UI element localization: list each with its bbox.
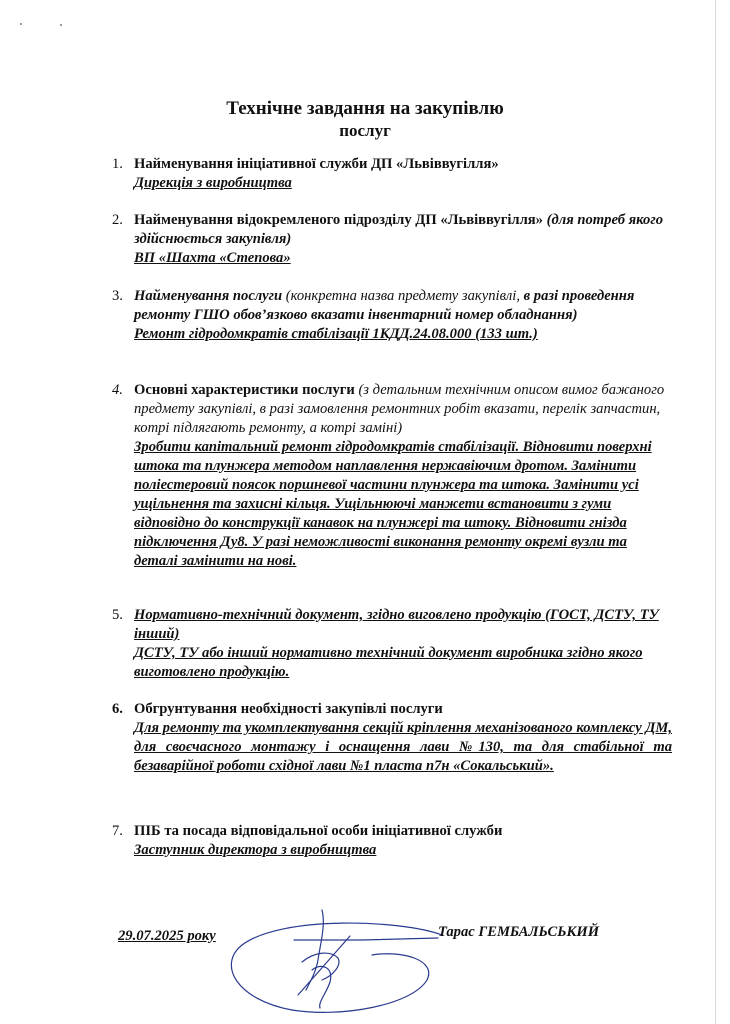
scan-speck bbox=[20, 23, 22, 25]
section-3 bbox=[112, 287, 672, 344]
section-heading: Найменування послуги bbox=[134, 288, 283, 304]
document-title: Технічне завдання на закупівлю bbox=[226, 98, 504, 119]
section-number: 1. bbox=[112, 156, 123, 172]
section-heading: Найменування ініціативної служби ДП «Львіввугілля» bbox=[134, 156, 499, 172]
section-number: 3. bbox=[112, 288, 123, 304]
section-6 bbox=[112, 700, 672, 776]
section-number: 6. bbox=[112, 701, 123, 717]
section-4 bbox=[112, 381, 672, 571]
section-note: (з детальним технічним описом вимог бажаного предмету закупівлі, в разі замовлення ремонтних робіт вказати, перелік запчастин, котрі підлягають ремонту, а котрі заміні) bbox=[134, 382, 665, 436]
signer-name: Тарас ГЕМБАЛЬСЬКИЙ bbox=[438, 924, 600, 940]
section-heading: Найменування відокремленого підрозділу ДП «Львіввугілля» bbox=[134, 212, 543, 228]
section-answer: ДСТУ, ТУ або інший нормативно технічний документ виробника згідно якого виготовлено продукцію. bbox=[134, 645, 643, 680]
scan-edge bbox=[715, 0, 716, 1024]
section-heading: Обгрунтування необхідності закупівлі послуги bbox=[134, 701, 443, 717]
section-number: 2. bbox=[112, 212, 123, 228]
section-heading: Основні характеристики послуги bbox=[134, 382, 355, 398]
section-number: 7. bbox=[112, 823, 123, 839]
section-note: (конкретна назва предмету закупівлі, bbox=[285, 288, 520, 304]
section-note-bold: в разі проведення ремонту ГШО обов’язково вказати інвентарний номер обладнання) bbox=[134, 288, 635, 323]
section-number: 5. bbox=[112, 607, 123, 623]
section-7 bbox=[112, 822, 672, 860]
section-number: 4. bbox=[112, 382, 123, 398]
section-1 bbox=[112, 155, 672, 193]
section-answer: Дирекція з виробництва bbox=[134, 175, 292, 191]
handwritten-signature bbox=[222, 900, 462, 1024]
section-answer: ВП «Шахта «Степова» bbox=[134, 250, 291, 266]
section-answer: Зробити капітальний ремонт гідродомкратів стабілізації. Відновити поверхні штока та плунжера методом наплавлення нержавіючим дротом. Замінити поліестеровий поясок поршневої частини плунжера та штока. Замінити усі ущільнення та захисні кільця. Ущільнюючі манжети встановити з гуми відповідно до конструкції канавок на плунжері та штоку. Відновити гнізда підключення Ду8. У разі неможливості виконання ремонту окремі вузли та деталі замінити на нові. bbox=[134, 439, 652, 569]
document-date: 29.07.2025 року bbox=[118, 928, 216, 944]
section-heading: ПІБ та посада відповідальної особи ініціативної служби bbox=[134, 823, 503, 839]
section-heading: Нормативно-технічний документ, згідно виговлено продукцію (ГОСТ, ДСТУ, ТУ інший) bbox=[134, 607, 659, 642]
section-answer: Ремонт гідродомкратів стабілізації 1КДД.24.08.000 (133 шт.) bbox=[134, 326, 538, 342]
section-answer: Заступник директора з виробництва bbox=[134, 842, 377, 858]
section-note: (для потреб якого здійснюється закупівля) bbox=[134, 212, 663, 247]
section-2 bbox=[112, 211, 672, 268]
document-subtitle: послуг bbox=[339, 121, 391, 140]
section-5 bbox=[112, 606, 672, 682]
scan-speck bbox=[60, 24, 62, 26]
section-answer: Для ремонту та укомплектування секцій кріплення механізованого комплексу ДМ, для своєчасного монтажу і оснащення лави №130, та для стабільної та безаварійної роботи східної лави №1 пласта п7н «Сокальський». bbox=[134, 720, 672, 774]
